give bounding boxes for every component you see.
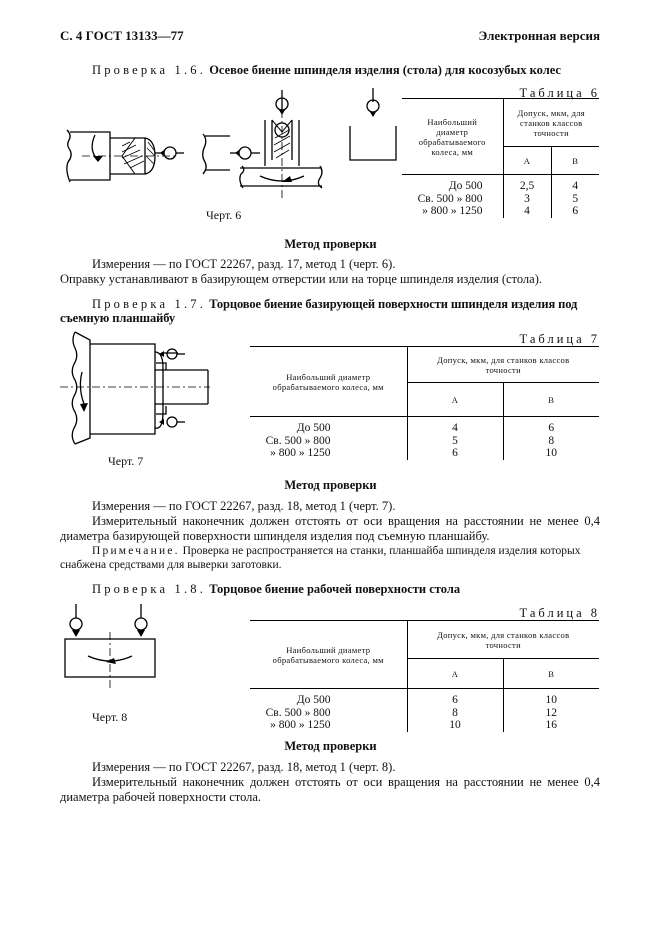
diameter-cell: » 800 » 1250 <box>250 719 407 732</box>
section-title: Осевое биение шпинделя изделия (стола) для косозубых колес <box>209 63 561 77</box>
diameter-cell: До 500 <box>402 180 503 193</box>
paragraph: Измерительный наконечник должен отстоять от оси вращения на расстоянии не менее 0,4 диаметра рабочей поверхности стола. <box>60 775 600 804</box>
note-label: Примечание. <box>92 545 180 557</box>
diameter-cell: До 500 <box>250 694 407 707</box>
table-6-caption: Таблица 6 <box>519 86 600 100</box>
col-header-diameter: Наибольший диаметр обрабатываемого колеса, мм <box>402 99 503 175</box>
class-b-cell: 12 <box>545 706 557 719</box>
table-row <box>402 180 599 193</box>
class-b-cell: 16 <box>545 719 557 731</box>
paragraph: Оправку устанавливают в базирующем отверстии или на торце шпинделя изделия (стола). <box>60 272 542 286</box>
page-header-left: С. 4 ГОСТ 13133—77 <box>60 28 184 43</box>
section-heading-1-7 <box>60 297 601 325</box>
figure-7-caption: Черт. 7 <box>108 454 144 468</box>
paragraph: Измерения — по ГОСТ 22267, разд. 18, метод 1 (черт. 8). <box>92 760 396 774</box>
figure-6-drawing <box>60 90 340 200</box>
col-header-tolerance: Допуск, мкм, для станков классов точности <box>437 629 570 650</box>
figure-6-caption: Черт. 6 <box>206 208 242 222</box>
class-b-cell: 4 <box>572 180 579 192</box>
col-header-diameter: Наибольший диаметр обрабатываемого колеса, мм <box>250 347 407 417</box>
paragraph: Измерения — по ГОСТ 22267, разд. 18, метод 1 (черт. 7). <box>92 499 396 513</box>
col-header-class-b: В <box>572 155 579 166</box>
method-heading-1-7: Метод проверки <box>284 478 377 492</box>
class-a-cell: 8 <box>407 707 503 720</box>
table-row <box>250 422 599 435</box>
section-heading-1-6 <box>92 63 612 78</box>
class-b-cell: 8 <box>548 434 555 447</box>
class-a-cell: 6 <box>407 694 503 707</box>
class-b-cell: 5 <box>572 192 579 205</box>
diameter-cell: Св. 500 » 800 <box>250 707 407 720</box>
check-label: Проверка 1.6. <box>92 63 207 77</box>
figure-7-drawing <box>60 330 250 448</box>
col-header-class-a: А <box>407 659 503 689</box>
table-row <box>250 707 599 720</box>
section-heading-1-8 <box>92 582 612 597</box>
figure-8-drawing <box>60 604 170 698</box>
diameter-cell: Св. 500 » 800 <box>402 193 503 206</box>
table-8 <box>250 620 599 732</box>
table-row <box>250 435 599 448</box>
class-b-cell: 6 <box>572 205 579 217</box>
page-header-right: Электронная версия <box>478 28 600 43</box>
section-title: Торцовое биение рабочей поверхности стола <box>209 582 461 596</box>
class-a-cell: 4 <box>407 422 503 435</box>
diameter-cell: » 800 » 1250 <box>402 205 503 218</box>
table-6 <box>402 98 599 218</box>
table-7-caption: Таблица 7 <box>519 332 600 346</box>
note-text: Проверка не распространяется на станки, планшайба шпинделя изделия которых снабжена средствами для выверки заготовки. <box>60 545 581 571</box>
diameter-cell: До 500 <box>250 422 407 435</box>
class-a-cell: 2,5 <box>503 180 551 193</box>
class-a-cell: 5 <box>407 435 503 448</box>
class-a-cell: 3 <box>503 193 551 206</box>
table-row <box>250 719 599 732</box>
col-header-diameter: Наибольший диаметр обрабатываемого колеса, мм <box>250 621 407 689</box>
table-7 <box>250 346 599 460</box>
paragraph: Измерительный наконечник должен отстоять от оси вращения на расстоянии не менее 0,4 диаметра базирующей поверхности шпинделя изделия под съемную планшайбу. <box>60 514 600 543</box>
method-heading-1-8: Метод проверки <box>284 739 377 753</box>
class-b-cell: 10 <box>545 447 557 459</box>
section-title: Торцовое биение базирующей поверхности шпинделя изделия под съемную планшайбу <box>60 297 578 325</box>
check-label: Проверка 1.7. <box>92 297 207 311</box>
col-header-class-b: В <box>548 668 555 679</box>
table-row <box>402 205 599 218</box>
diameter-cell: » 800 » 1250 <box>250 447 407 460</box>
table-8-caption: Таблица 8 <box>519 606 600 620</box>
class-b-cell: 10 <box>545 694 557 706</box>
class-b-cell: 6 <box>548 422 555 434</box>
check-label: Проверка 1.8. <box>92 582 207 596</box>
paragraph: Измерения — по ГОСТ 22267, разд. 17, метод 1 (черт. 6). <box>92 257 396 271</box>
col-header-class-a: А <box>407 383 503 417</box>
col-header-tolerance: Допуск, мкм, для станков классов точности <box>517 107 585 138</box>
class-a-cell: 4 <box>503 205 551 218</box>
figure-8-caption: Черт. 8 <box>92 710 128 724</box>
class-a-cell: 6 <box>407 447 503 460</box>
diameter-cell: Св. 500 » 800 <box>250 435 407 448</box>
table-row <box>250 694 599 707</box>
table-row <box>402 193 599 206</box>
col-header-class-a: А <box>503 147 551 175</box>
col-header-class-b: В <box>548 394 555 405</box>
table-row <box>250 447 599 460</box>
method-heading-1-6: Метод проверки <box>284 237 377 251</box>
note-paragraph <box>60 545 600 572</box>
class-a-cell: 10 <box>407 719 503 732</box>
col-header-tolerance: Допуск, мкм, для станков классов точности <box>437 354 570 375</box>
